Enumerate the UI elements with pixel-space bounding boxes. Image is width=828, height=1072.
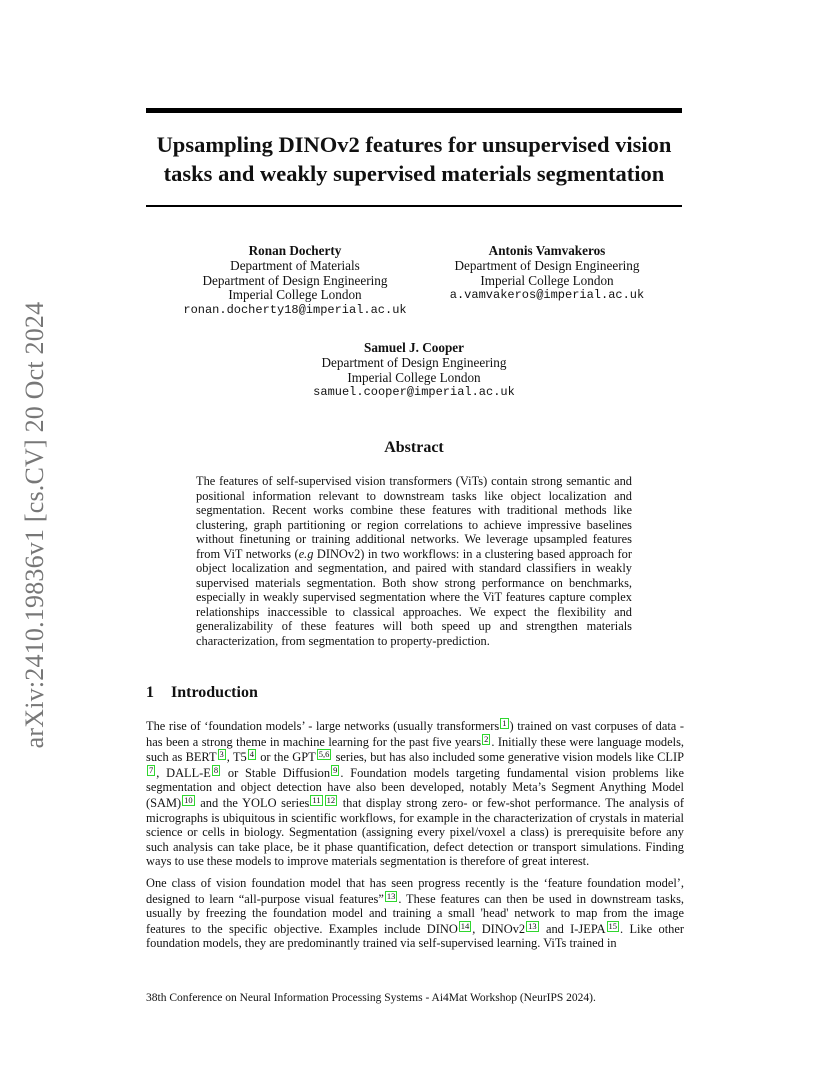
paragraph: The rise of ‘foundation models’ - large networks (usually transformers 1 ) trained on vast corpuses of data - has been a strong theme in machine learning for the past five years 2 . Initially these were language models, such as BERT 3 , T5 4 or the GPT 5,6 series, but has also included some generative vision models like CLIP7 , DALL-E 8 or Stable Diffusion 9 . Foundation models targeting fundamental vision problems like segmentation and object detection have also been developed, notably Meta’s Segment Anything Model (SAM) 10 and the YOLO series 11 12 that display strong zero- or few-shot performance. The analysis of micrographs is ubiquitous in scientific workflows, for example in the characterization of crystals in material science or cells in biology. Segmentation (assigning every pixel/voxel a class) is prerequisite before any such analysis can take place, be it phase quantification, defect detection or transport simulations. Finding ways to use these models to improve materials segmentation is therefore of great interest. <box>146 718 684 869</box>
author-email[interactable]: samuel.cooper@imperial.ac.uk <box>313 385 515 400</box>
author-block-docherty <box>170 244 420 318</box>
title-line-2: tasks and weakly supervised materials segmentation <box>163 161 665 186</box>
section-title: Introduction <box>171 684 258 701</box>
title-top-rule <box>146 108 682 113</box>
author-affiliation: Department of Materials <box>230 257 360 273</box>
author-email[interactable]: a.vamvakeros@imperial.ac.uk <box>449 288 645 303</box>
title-bottom-rule <box>146 205 682 207</box>
author-affiliation: Department of Design Engineering <box>454 257 640 273</box>
title-line-1: Upsampling DINOv2 features for unsupervised vision <box>156 132 672 157</box>
citation-link[interactable]: 5,6 <box>318 749 330 760</box>
author-name: Antonis Vamvakeros <box>488 243 606 258</box>
citation-link[interactable]: 4 <box>249 749 254 760</box>
citation-link[interactable]: 15 <box>608 920 618 931</box>
author-affiliation: Imperial College London <box>347 369 481 385</box>
author-block-vamvakeros <box>432 244 662 303</box>
author-affiliation: Department of Design Engineering <box>202 272 388 288</box>
author-name: Samuel J. Cooper <box>363 340 464 355</box>
abstract-heading: Abstract <box>384 439 444 456</box>
paragraph: One class of vision foundation model that has seen progress recently is the ‘feature foundation model’, designed to learn “all-purpose visual features” 13 . These features can then be used in downstream tasks, usually by freezing the foundation model and training a small 'head' network to map from the image features to the specific objective. Examples include DINO 14 , DINOv2 13 and I-JEPA 15 . Like other foundation models, they are predominantly trained via self-supervised learning. ViTs trained in <box>146 875 684 951</box>
citation-link[interactable]: 11 <box>312 794 321 805</box>
citation-link[interactable]: 2 <box>484 733 489 744</box>
author-email[interactable]: ronan.docherty18@imperial.ac.uk <box>183 303 407 318</box>
citation-link[interactable]: 14 <box>460 920 470 931</box>
author-affiliation: Imperial College London <box>480 272 614 288</box>
citation-link[interactable]: 10 <box>184 794 193 805</box>
abstract-text: The features of self-supervised vision transformers (ViTs) contain strong semantic and positional information relevant to downstream tasks like object localization and segmentation. Recent works combine these features with traditional methods like clustering, graph partitioning or region correlations to achieve impressive baselines without finetuning or training additional networks. We leverage upsampled features from ViT networks (e.g DINOv2) in two workflows: in a clustering based approach for object localization and segmentation, and paired with standard classifiers in weakly supervised materials segmentation. Both show strong performance on benchmarks, especially in weakly supervised segmentation where the ViT features capture complex relationships inaccessible to classical approaches. We expect the flexibility and generalizability of these features will both speed up and strengthen materials characterization, from segmentation to property-prediction. <box>196 474 632 648</box>
author-block-cooper <box>284 341 544 400</box>
introduction-body <box>146 718 684 958</box>
citation-link[interactable]: 12 <box>326 794 336 805</box>
author-affiliation: Imperial College London <box>228 287 362 303</box>
section-heading-introduction <box>146 684 258 702</box>
citation-link[interactable]: 8 <box>213 764 219 775</box>
citation-link[interactable]: 9 <box>333 764 338 775</box>
citation-link[interactable]: 1 <box>502 718 507 728</box>
citation-link[interactable]: 13 <box>528 920 537 931</box>
paper-title <box>146 130 682 188</box>
citation-link[interactable]: 13 <box>386 890 396 901</box>
author-affiliation: Department of Design Engineering <box>321 354 507 370</box>
author-name: Ronan Docherty <box>248 243 342 258</box>
arxiv-side-identifier <box>12 290 58 760</box>
section-number: 1 <box>146 684 154 701</box>
citation-link[interactable]: 3 <box>219 749 224 760</box>
conference-footer: 38th Conference on Neural Information Processing Systems - Ai4Mat Workshop (NeurIPS 2024). <box>146 992 596 1004</box>
arxiv-id-text: arXiv:2410.19836v1 [cs.CV] 20 Oct 2024 <box>20 301 49 749</box>
citation-link[interactable]: 7 <box>149 764 154 775</box>
